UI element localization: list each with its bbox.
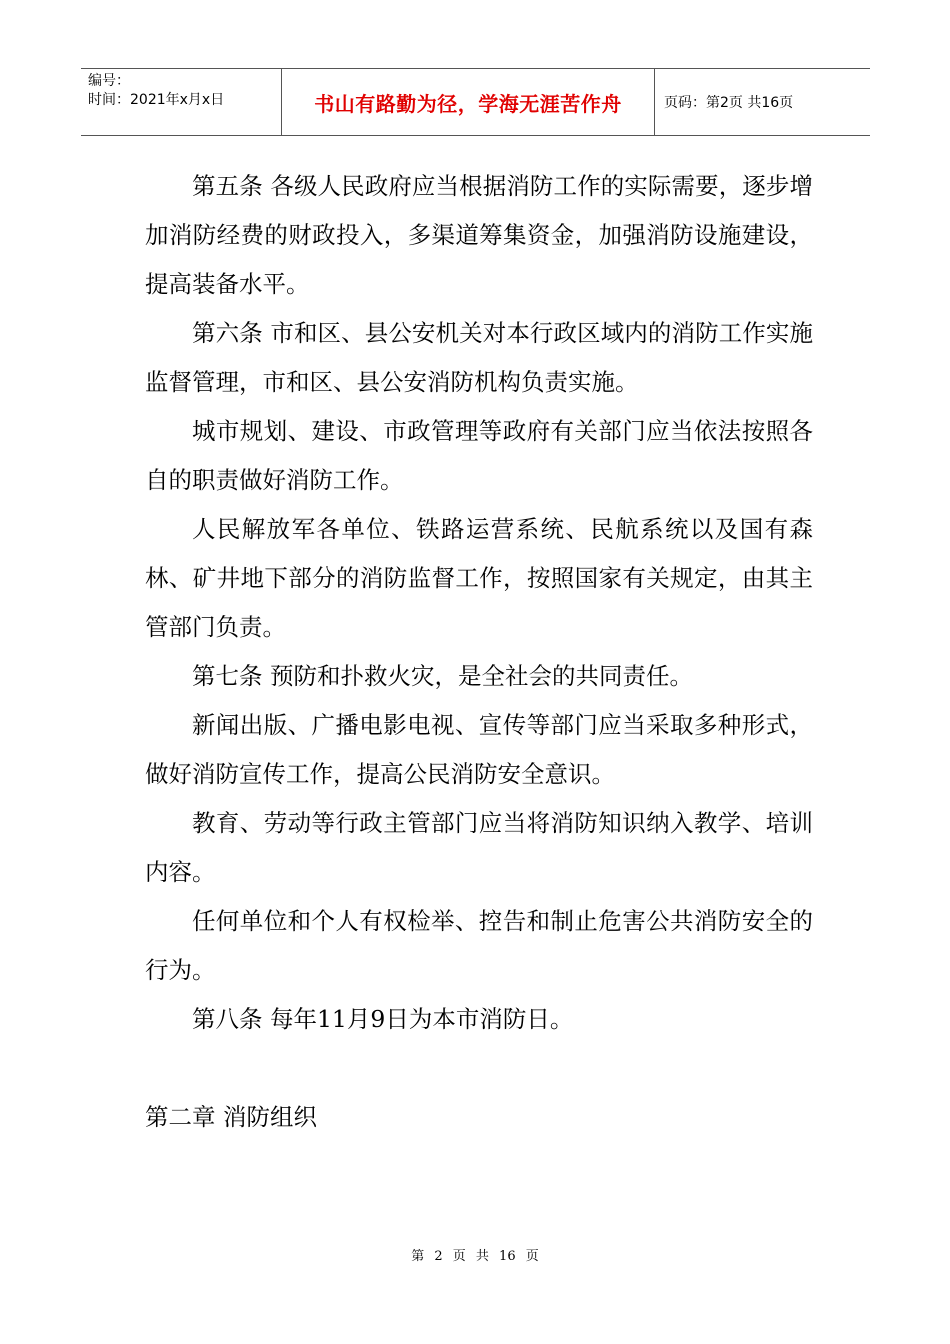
paragraph-education: 教育、劳动等行政主管部门应当将消防知识纳入教学、培训内容。: [145, 809, 813, 886]
header-meta: [81, 69, 282, 135]
chapter-heading: 第二章 消防组织: [145, 1103, 317, 1131]
document-time-label: 时间：2021年x月x日: [88, 92, 225, 108]
paragraph-article-8: 第八条 每年11月9日为本市消防日。: [192, 1005, 574, 1033]
page-header: [81, 68, 870, 136]
paragraph-article-5: 第五条 各级人民政府应当根据消防工作的实际需要，逐步增加消防经费的财政投入，多渠道筹集资金，加强消防设施建设，提高装备水平。: [145, 172, 813, 298]
paragraph-reporting-rights: 任何单位和个人有权检举、控告和制止危害公共消防安全的行为。: [145, 907, 813, 984]
paragraph-article-6: 第六条 市和区、县公安机关对本行政区域内的消防工作实施监督管理，市和区、县公安消防机构负责实施。: [145, 319, 813, 396]
header-motto: 书山有路勤为径，学海无涯苦作舟: [314, 91, 622, 116]
blank-line: [145, 1044, 813, 1093]
document-number-label: 编号：: [88, 73, 130, 89]
document-body: [145, 162, 813, 1142]
page-footer: 第 2 页 共 16 页: [411, 1249, 539, 1264]
header-motto-cell: [282, 69, 655, 135]
paragraph-urban-planning: 城市规划、建设、市政管理等政府有关部门应当依法按照各自的职责做好消防工作。: [145, 417, 813, 494]
paragraph-pla-units: 人民解放军各单位、铁路运营系统、民航系统以及国有森林、矿井地下部分的消防监督工作，按照国家有关规定，由其主管部门负责。: [145, 515, 813, 641]
header-page-info: 页码：第2页 共16页: [664, 95, 794, 111]
paragraph-press-publicity: 新闻出版、广播电影电视、宣传等部门应当采取多种形式，做好消防宣传工作，提高公民消防安全意识。: [145, 711, 813, 788]
paragraph-article-7: 第七条 预防和扑救火灾，是全社会的共同责任。: [192, 662, 693, 690]
